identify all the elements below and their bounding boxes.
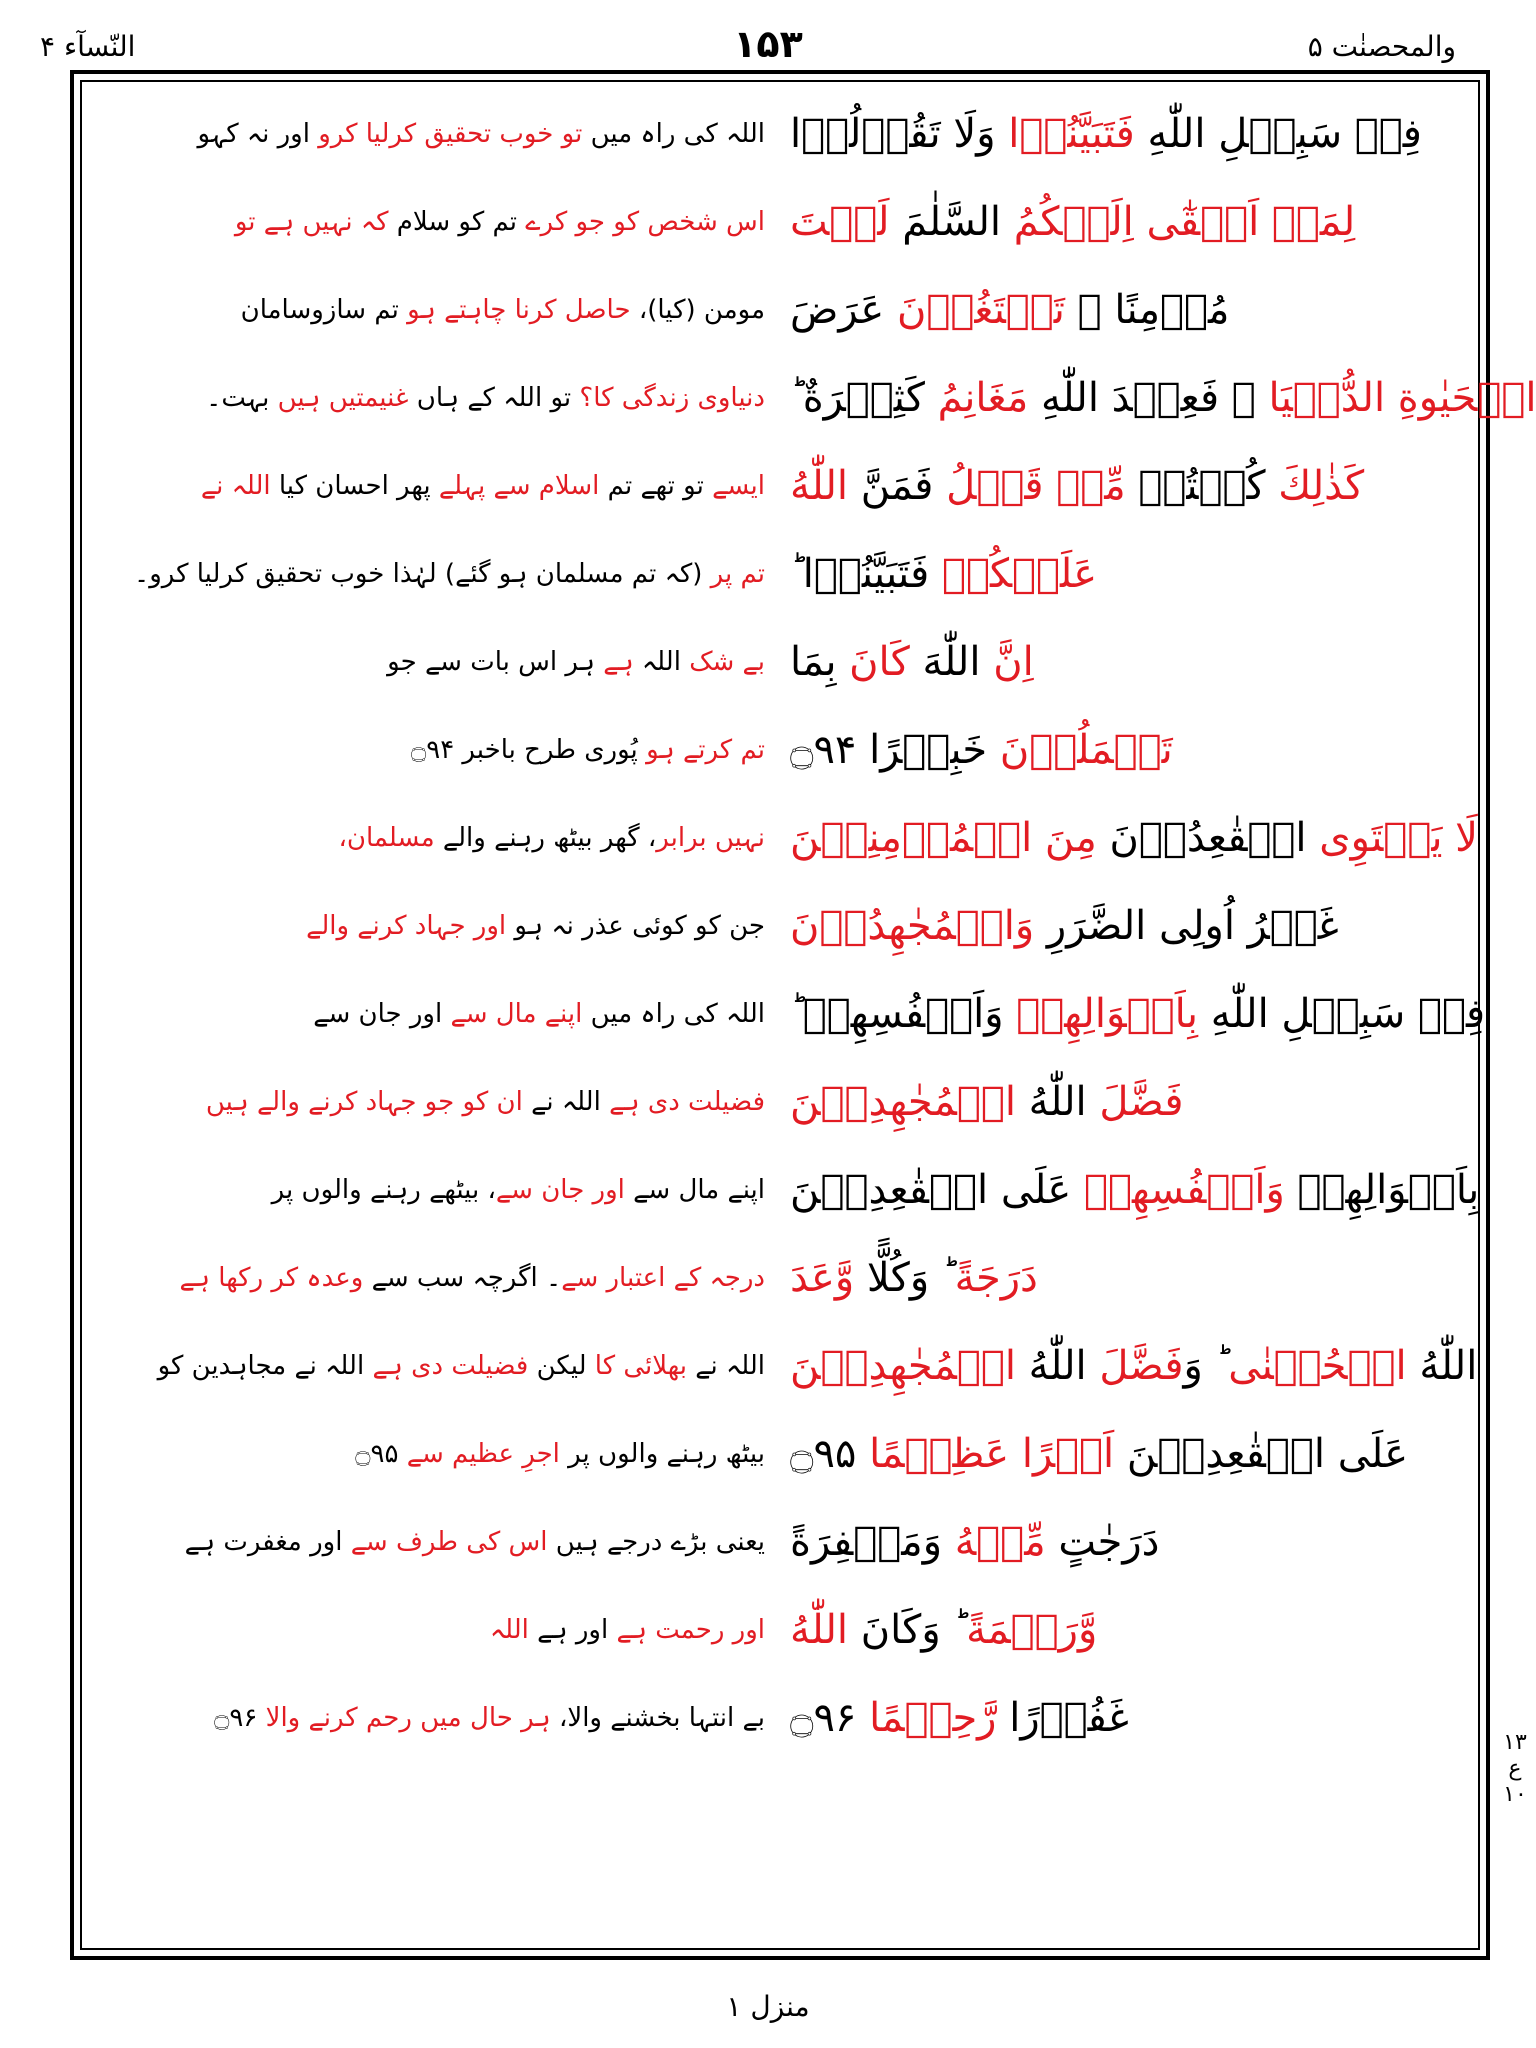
highlighted-segment: اس کی طرف سے: [350, 1527, 548, 1557]
verse-line: [790, 530, 1470, 618]
highlighted-segment: تَبۡتَغُوۡنَ: [897, 287, 1065, 333]
text-segment: الۡقٰعِدُوۡنَ: [1096, 815, 1320, 861]
text-segment: ۝۹۶: [790, 1695, 870, 1741]
highlighted-segment: اس شخص کو جو کرے: [517, 207, 765, 237]
text-segment: ۚ فَعِنۡدَ اللّٰهِ: [1028, 375, 1269, 421]
highlighted-segment: الۡمُجٰهِدِيۡنَ: [790, 1079, 1016, 1125]
text-segment: وَلَا تَقُوۡلُوۡا: [790, 111, 1009, 157]
text-segment: عَلَى الۡقٰعِدِيۡنَ: [790, 1167, 1084, 1213]
text-segment: بہت۔: [206, 383, 278, 413]
highlighted-segment: نہیں برابر: [656, 823, 765, 853]
highlighted-segment: فضیلت دی ہے: [372, 1351, 529, 1381]
highlighted-segment: حاصل کرنا چاہتے ہو: [407, 295, 631, 325]
text-segment: تو اللہ کے ہاں: [408, 383, 580, 413]
verse-line: [790, 1058, 1470, 1146]
text-segment: اور مغفرت ہے: [184, 1527, 351, 1557]
highlighted-segment: رَّحِيۡمًا: [869, 1695, 997, 1741]
text-segment: اللہ کی راہ میں: [582, 119, 765, 149]
text-segment: كُنۡتُمۡ: [1125, 463, 1279, 509]
text-segment: ، بیٹھے رہنے والوں پر: [271, 1175, 496, 1205]
highlighted-segment: اپنے مال سے: [450, 999, 583, 1029]
highlighted-segment: وعدہ کر رکھا ہے: [179, 1263, 364, 1293]
verse-line: [790, 1146, 1480, 1234]
verse-line: [790, 354, 1536, 442]
verse-line-text: [790, 111, 1422, 157]
ruku-count: ۱۰: [1503, 1782, 1527, 1807]
highlighted-segment: الۡحَيٰوةِ الدُّنۡيَا: [1268, 375, 1536, 421]
highlighted-segment: اِنَّ: [993, 639, 1034, 685]
text-segment: اللّٰهَ: [909, 639, 994, 685]
highlighted-segment: اور جان سے: [495, 1175, 625, 1205]
text-segment: وَاَنۡفُسِهِمۡ ؕ: [790, 991, 1017, 1037]
translation-line-text: [411, 735, 765, 765]
highlighted-segment: فضیلت دی ہے: [609, 1087, 765, 1117]
verse-line-text: [790, 815, 1478, 861]
verse-line-text: [790, 1343, 1477, 1389]
text-segment: ؕ وَ: [1183, 1343, 1229, 1389]
translation-line-text: [355, 1439, 765, 1469]
highlighted-segment: اللّٰهُ: [790, 463, 848, 509]
translation-line-text: [206, 383, 765, 413]
highlighted-segment: بے شک: [689, 647, 765, 677]
text-segment: اللہ نے: [687, 1351, 765, 1381]
page-header: [0, 0, 1536, 70]
para-name: والمحصنٰت ۵: [1307, 30, 1456, 63]
highlighted-segment: مِّنۡهُ: [954, 1519, 1046, 1565]
highlighted-segment: مسلمان،: [338, 823, 435, 853]
highlighted-segment: كَذٰلِكَ: [1278, 463, 1365, 509]
highlighted-segment: اللّٰهُ: [790, 1607, 848, 1653]
highlighted-segment: عَلَيۡكُمۡ: [941, 551, 1098, 597]
verse-line-text: [790, 727, 1173, 773]
translation-line: [95, 442, 765, 530]
translation-line-text: [134, 559, 765, 589]
verse-line-text: [790, 375, 1536, 421]
translation-line: [95, 1146, 765, 1234]
highlighted-segment: اور رحمت ہے: [616, 1615, 765, 1645]
highlighted-segment: لِمَنۡ اَلۡقٰٓى اِلَيۡكُمُ: [1013, 199, 1356, 245]
page-number: ۱۵۳: [733, 22, 803, 66]
text-segment: اور جان سے: [313, 999, 451, 1029]
text-segment: اللہ نے: [522, 1087, 610, 1117]
text-segment: اللّٰهُ: [1015, 1343, 1100, 1389]
text-segment: ۝۹۶: [214, 1703, 266, 1733]
verse-line-text: [790, 1255, 1038, 1301]
translation-line: [95, 1586, 765, 1674]
text-segment: لہٰذا خوب تحقیق کرلیا کرو۔: [133, 559, 437, 589]
highlighted-segment: كَانَ: [849, 639, 910, 685]
translation-line: [95, 1674, 765, 1762]
translation-line-text: [214, 1703, 765, 1733]
translation-line-text: [306, 911, 765, 941]
highlighted-segment: غنیمتیں ہیں: [277, 383, 409, 413]
text-segment: (کہ تم مسلمان ہو گئے): [436, 559, 711, 589]
highlighted-segment: وَّعَدَ: [790, 1255, 855, 1301]
highlighted-segment: اسلام سے پہلے: [438, 471, 600, 501]
translation-line-text: [313, 999, 765, 1029]
translation-line: [95, 1498, 765, 1586]
manzil-footer: منزل ۱: [726, 1990, 810, 2023]
verse-line-text: [790, 463, 1364, 509]
highlighted-segment: مَغَانِمُ: [937, 375, 1029, 421]
highlighted-segment: اللہ نے: [200, 471, 271, 501]
text-segment: ، گھر بیٹھ رہنے والے: [434, 823, 657, 853]
highlighted-segment: ایسے: [712, 471, 765, 501]
verse-line-text: [790, 1167, 1479, 1213]
verse-line-text: [790, 1079, 1184, 1125]
highlighted-segment: لَسۡتَ: [790, 199, 890, 245]
verse-line: [790, 1322, 1478, 1410]
verse-line: [790, 882, 1470, 970]
verse-line: [790, 618, 1470, 706]
verse-line-text: [790, 1519, 1159, 1565]
translation-line-text: [272, 1175, 765, 1205]
text-segment: عَرَضَ: [790, 287, 898, 333]
highlighted-segment: ہے: [603, 647, 634, 677]
text-segment: غَيۡرُ اُولِى الضَّرَرِ: [1034, 903, 1339, 949]
translation-line: [95, 970, 765, 1058]
highlighted-segment: اَجۡرًا عَظِيۡمًا: [869, 1431, 1115, 1477]
text-segment: اللّٰهُ: [1015, 1079, 1100, 1125]
text-segment: ۔ اگرچہ سب سے: [363, 1263, 562, 1293]
translation-line-text: [180, 1263, 765, 1293]
text-segment: اور ہے: [528, 1615, 617, 1645]
ruku-marker: [1500, 1730, 1530, 1808]
translation-line: [95, 1410, 765, 1498]
translation-line: [95, 882, 765, 970]
translation-line: [95, 706, 765, 794]
translation-line-text: [198, 119, 765, 149]
verse-line-text: [790, 1431, 1408, 1477]
text-segment: ؕ وَكَانَ: [848, 1607, 967, 1653]
verse-line: [790, 706, 1470, 794]
verse-line-text: [790, 287, 1229, 333]
translation-line: [95, 1058, 765, 1146]
text-segment: مُؤۡمِنًا ۚ: [1064, 287, 1230, 333]
highlighted-segment: کہ نہیں ہے تو: [234, 207, 389, 237]
translation-line-text: [338, 823, 765, 853]
highlighted-segment: الۡحُسۡنٰى: [1228, 1343, 1407, 1389]
highlighted-segment: مِنَ الۡمُؤۡمِنِيۡنَ: [790, 815, 1097, 861]
verse-line-text: [790, 903, 1339, 949]
text-segment: بِمَا: [790, 639, 850, 685]
translation-line: [95, 794, 765, 882]
translation-line-text: [235, 207, 765, 237]
translation-line: [95, 1234, 765, 1322]
text-segment: پھر احسان کیا: [270, 471, 439, 501]
text-segment: اللّٰهُ: [1406, 1343, 1478, 1389]
verse-line: [790, 442, 1470, 530]
text-segment: كَثِيۡرَةٌ ؕ: [790, 375, 938, 421]
text-segment: فَمَنَّ: [848, 463, 947, 509]
verse-line-text: [790, 1607, 1097, 1653]
verse-line-text: [790, 639, 1034, 685]
highlighted-segment: تم پر: [710, 559, 765, 589]
text-segment: بِاَمۡوَالِهِمۡ: [1284, 1167, 1480, 1213]
verse-line: [790, 266, 1470, 354]
highlighted-segment: تم کرتے ہو: [646, 735, 765, 765]
highlighted-segment: دنیاوی زندگی کا؟: [579, 383, 765, 413]
highlighted-segment: بِاَمۡوَالِهِمۡ: [1016, 991, 1198, 1037]
verse-line: [790, 970, 1486, 1058]
verse-line-text: [790, 1695, 1129, 1741]
ruku-letter: ع: [1508, 1756, 1522, 1781]
translation-line-text: [185, 1527, 765, 1557]
text-segment: اور نہ کہو: [197, 119, 319, 149]
verse-line-text: [790, 551, 1097, 597]
text-segment: فَتَبَيَّنُوۡا ؕ: [790, 551, 942, 597]
text-segment: تم کو سلام: [388, 207, 518, 237]
translation-line-text: [387, 647, 765, 677]
translation-line-text: [158, 1351, 765, 1381]
text-segment: عَلَى الۡقٰعِدِيۡنَ: [1114, 1431, 1409, 1477]
verse-line-text: [790, 199, 1355, 245]
highlighted-segment: فَتَبَيَّنُوۡا: [1008, 111, 1135, 157]
ruku-number: ۱۳: [1503, 1730, 1527, 1755]
highlighted-segment: بھلائی کا: [594, 1351, 687, 1381]
verse-line: [790, 1674, 1470, 1762]
text-segment: لیکن: [528, 1351, 595, 1381]
text-segment: اللہ کی راہ میں: [582, 999, 765, 1029]
urdu-translation-column: [95, 90, 765, 1940]
verse-line-text: [790, 991, 1485, 1037]
text-segment: پُوری طرح باخبر ۝۹۴: [411, 735, 647, 765]
highlighted-segment: وَاَنۡفُسِهِمۡ: [1083, 1167, 1285, 1213]
text-segment: السَّلٰمَ: [889, 199, 1014, 245]
highlighted-segment: تَعۡمَلُوۡنَ: [999, 727, 1173, 773]
verse-line: [790, 90, 1470, 178]
translation-line-text: [490, 1615, 765, 1645]
text-segment: بیٹھ رہنے والوں پر: [559, 1439, 765, 1469]
highlighted-segment: ان کو جو جہاد کرنے والے ہیں: [205, 1087, 523, 1117]
text-segment: ۝۹۵: [355, 1439, 407, 1469]
highlighted-segment: فَضَّلَ: [1099, 1343, 1184, 1389]
verse-line: [790, 178, 1470, 266]
text-segment: غَفُوۡرًا: [996, 1695, 1129, 1741]
highlighted-segment: ہر حال میں رحم کرنے والا: [265, 1703, 551, 1733]
translation-line-text: [201, 471, 765, 501]
text-segment: ؕ وَكُلًّا: [854, 1255, 955, 1301]
highlighted-segment: اجرِ عظیم سے: [406, 1439, 560, 1469]
text-segment: ہر اس بات سے جو: [387, 647, 604, 677]
highlighted-segment: الۡمُجٰهِدِيۡنَ: [790, 1343, 1016, 1389]
text-segment: تو تھے تم: [599, 471, 713, 501]
translation-line-text: [241, 295, 765, 325]
highlighted-segment: درجہ کے اعتبار سے: [561, 1263, 765, 1293]
verse-line: [790, 1586, 1470, 1674]
verse-line: [790, 794, 1478, 882]
highlighted-segment: تو خوب تحقیق کرلیا کرو: [318, 119, 583, 149]
translation-line: [95, 266, 765, 354]
translation-line: [95, 178, 765, 266]
text-segment: اللہ: [633, 647, 690, 677]
highlighted-segment: مِّنۡ قَبۡلُ: [946, 463, 1126, 509]
text-segment: بے انتہا بخشنے والا،: [550, 1703, 765, 1733]
verse-line: [790, 1498, 1470, 1586]
verse-line: [790, 1410, 1470, 1498]
text-segment: مومن (کیا)،: [630, 295, 765, 325]
verse-line: [790, 1234, 1470, 1322]
text-segment: جن کو کوئی عذر نہ ہو: [506, 911, 765, 941]
highlighted-segment: اور جہاد کرنے والے: [306, 911, 507, 941]
text-segment: فِيۡ سَبِيۡلِ اللّٰهِ: [1134, 111, 1422, 157]
highlighted-segment: لَا يَسۡتَوِى: [1319, 815, 1478, 861]
translation-line: [95, 530, 765, 618]
highlighted-segment: وَّرَحۡمَةً: [966, 1607, 1098, 1653]
highlighted-segment: وَالۡمُجٰهِدُوۡنَ: [790, 903, 1035, 949]
surah-name: النّسآء ۴: [40, 30, 136, 63]
translation-line: [95, 618, 765, 706]
translation-line-text: [206, 1087, 765, 1117]
text-segment: دَرَجٰتٍ: [1045, 1519, 1160, 1565]
translation-line: [95, 354, 765, 442]
text-segment: اللہ نے مجاہدین کو: [157, 1351, 373, 1381]
text-segment: وَمَغۡفِرَةً: [790, 1519, 955, 1565]
text-segment: یعنی بڑے درجے ہیں: [547, 1527, 765, 1557]
highlighted-segment: فَضَّلَ: [1099, 1079, 1184, 1125]
text-segment: اپنے مال سے: [624, 1175, 765, 1205]
text-segment: تم سازوسامان: [240, 295, 408, 325]
highlighted-segment: اللہ: [489, 1615, 529, 1645]
translation-line: [95, 90, 765, 178]
highlighted-segment: دَرَجَةً: [954, 1255, 1038, 1301]
text-segment: خَبِيۡرًا ۝۹۴: [790, 727, 1000, 773]
text-segment: فِيۡ سَبِيۡلِ اللّٰهِ: [1197, 991, 1486, 1037]
translation-line: [95, 1322, 765, 1410]
text-segment: ۝۹۵: [790, 1431, 870, 1477]
